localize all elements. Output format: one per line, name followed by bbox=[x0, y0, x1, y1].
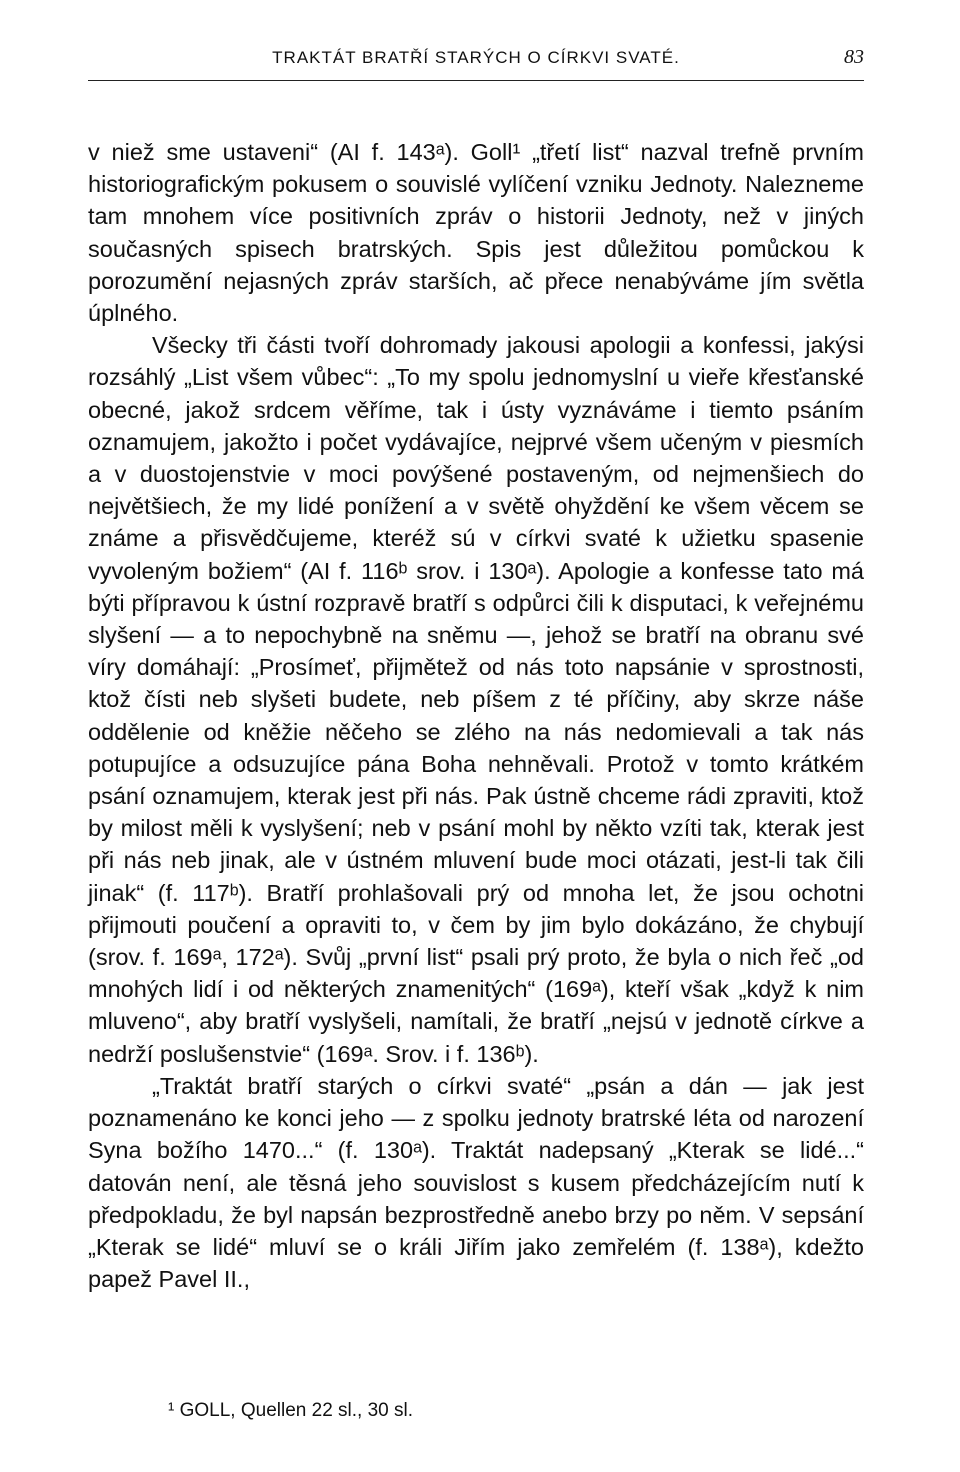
paragraph-2: Všecky tři části tvoří dohromady jakousi apologii a konfessi, jakýsi rozsáhlý „List všem vůbec“: „To my spolu jednomyslní u vieře křesťanské obecné, jakož srdcem věříme, tak i ústy vyznáváme i tiemto psáním oznamujem, jakožto i počet vydávajíce, nejprvé všem učeným v piesmích a v duostojenstvie v moci povýšené postaveným, od nejmenšiech do největšiech, že my lidé ponížení a v světě ohyždění ke všem věcem se známe a přisvědčujeme, kteréž sú v církvi svaté k užietku spasenie vyvoleným božiem“ (AI f. 116ᵇ srov. i 130ᵃ). Apologie a konfesse tato má býti přípravou k ústní rozpravě bratří s odpůrci čili k disputaci, k veřejnému slyšení — a to nepochybně na sněmu —, jehož se bratří na obranu své víry domáhají: „Prosímeť, přijmětež od nás toto napsánie v sprostnosti, ktož čísti neb slyšeti budete, neb píšem z té příčiny, aby skrze náše oddělenie od kněžie něčeho se zlého na nás nedomievali a tak nás potupujíce a odsuzujíce pána Boha nehněvali. Protož v tomto krátkém psání oznamujem, kterak jest při nás. Pak ústně chceme rádi zpraviti, ktož by milost měli k vyslyšení; neb v psání mohl by někto vzíti tak, kterak jest při nás neb jinak, ale v ústném mluvení bude moci otázati, jest-li tak čili jinak“ (f. 117ᵇ). Bratří prohlašovali prý od mnoha let, že jsou ochotni přijmouti poučení a opraviti to, v čem by jim bylo dokázáno, že chybují (srov. f. 169ᵃ, 172ᵃ). Svůj „první list“ psali prý proto, že byla o nich řeč „od mnohých lidí i od některých znamenitých“ (169ᵃ), kteří však „když k nim mluveno“, aby bratří vyslyšeli, namítali, že bratří „nejsú v jednotě církve a nedrží poslušenstvie“ (169ᵃ. Srov. i f. 136ᵇ). bbox=[88, 332, 864, 1067]
body-text bbox=[88, 136, 864, 1295]
page-header bbox=[88, 40, 864, 81]
page-number: 83 bbox=[844, 46, 864, 68]
running-head: TRAKTÁT BRATŘÍ STARÝCH O CÍRKVI SVATÉ. bbox=[272, 48, 680, 67]
paragraph-3: „Traktát bratří starých o církvi svaté“ „psán a dán — jak jest poznamenáno ke konci jeho — z spolku jednoty bratrské léta od narození Syna božího 1470...“ (f. 130ᵃ). Traktát nadepsaný „Kterak se lidé...“ datován není, ale těsná jeho souvislost s kusem předcházejícím nutí k předpokladu, že byl napsán bezprostředně anebo brzy po něm. V sepsání „Kterak se lidé“ mluví se o králi Jiřím jako zemřelém (f. 138ᵃ), kdežto papež Pavel II., bbox=[88, 1072, 864, 1293]
paragraph-1: v niež sme ustaveni“ (AI f. 143ᵃ). Goll¹ „třetí list“ nazval trefně prvním historiografickým pokusem o souvislé vylíčení vzniku Jednoty. Nalezneme tam mnohem více positivních zpráv o historii Jednoty, než v jiných současných spisech bratrských. Spis jest důležitou pomůckou k porozumění nejasných zpráv starších, ač přece nenabýváme jím světla úplného. bbox=[88, 139, 864, 327]
footnote: ¹ GOLL, Quellen 22 sl., 30 sl. bbox=[168, 1400, 414, 1421]
